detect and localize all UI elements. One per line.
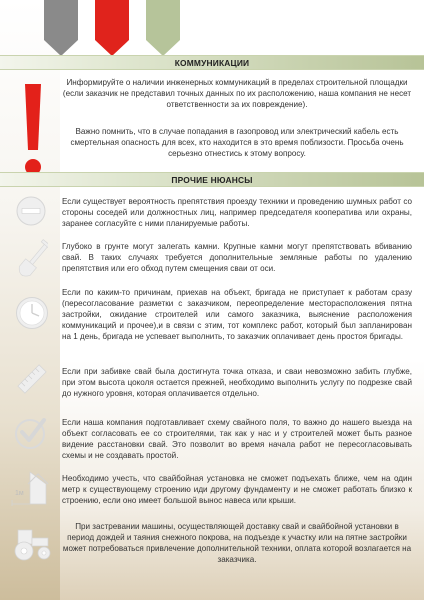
communications-title: КОММУНИКАЦИИ (174, 58, 250, 68)
clock-icon (15, 296, 49, 330)
green-tag-icon (146, 0, 180, 56)
ruler-icon (14, 360, 50, 398)
nuances-paragraph-5: Если наша компания подготавливает схему свайного поля, то важно до нашего выезда на объект согласовать ее со строителями, так как у нас и у строителей может быть разное видение расстановки свай. Это позволит во время начала работ не пересогласовывать схемы и не создавать простой. (62, 418, 412, 460)
nuances-paragraph-6: Необходимо учесть, что свайбойная установка не сможет подъехать ближе, чем на один метр к существующему строению иди другому фундаменту и не сможет работать близко к строению, если оно имеет большой вынос навеса или крыши. (62, 474, 412, 505)
communications-paragraph-1: Информируйте о наличии инженерных коммуникаций в пределах строительной площадки (если заказчик не представил точных данных по их расположению, наша компания не несет ответственности за их повреждение). (62, 78, 412, 109)
house-distance-icon (8, 466, 52, 508)
nuances-paragraph-4: Если при забивке свай была достигнута точка отказа, и сваи невозможно забить глубже, при этом высота цоколя остается прежней, необходимо выполнить услугу по подрезке свай до нужного уровня, которая оплачивается отдельно. (62, 367, 412, 398)
red-tag-icon (95, 0, 129, 56)
gray-tag-icon (44, 0, 78, 56)
nuances-title: ПРОЧИЕ НЮАНСЫ (171, 175, 253, 185)
distance-label: 1м (15, 490, 24, 497)
checkmark-icon (14, 416, 48, 450)
nuances-paragraph-7: При застревании машины, осуществляющей доставку свай и свайбойной установки в период дождей и таяния снежного покрова, на подъезде к участку или на пятне застройки может потребоваться привлечение дополнительной техники, оплата которой возлагается на заказчика. (62, 522, 412, 564)
no-entry-icon (16, 196, 46, 226)
warning-exclamation-icon (22, 82, 44, 178)
communications-paragraph-2: Важно помнить, что в случае попадания в газопровод или электрический кабель есть смертельная опасность для всех, кто находится в это время поблизости. Просьба очень серьезно отнестись к этому вопросу. (70, 127, 404, 158)
nuances-paragraph-1: Если существует вероятность препятствия проезду техники и проведению шумных работ со стороны соседей или должностных лиц, например председателя кооператива или охраны, заранее согласуйте с ними планируемые работы. (62, 197, 412, 228)
tractor-icon (8, 522, 56, 562)
nuances-paragraph-2: Глубоко в грунте могут залегать камни. Крупные камни могут препятствовать вбиванию свай. В таких случаях требуется дополнительные земляные работы по удалению препятствия или его обход путем смещения сваи от оси. (62, 242, 412, 273)
shovel-icon (18, 238, 48, 284)
nuances-header-bar (0, 172, 424, 187)
nuances-paragraph-3: Если по каким-то причинам, приехав на объект, бригада не приступает к работам сразу (пересогласование разметки с заказчиком, переопределение месторасположения пятна застройки, ожидание строителей или самого заказчика, выяснение расположения коммуникаций и прочее),и в связи с этим, тот комплекс работ, который был запланирован на 1 день, бригада не успевает выполнить, то заказчик оплачивает день простоя бригады. (62, 288, 412, 341)
communications-header-bar (0, 55, 424, 70)
